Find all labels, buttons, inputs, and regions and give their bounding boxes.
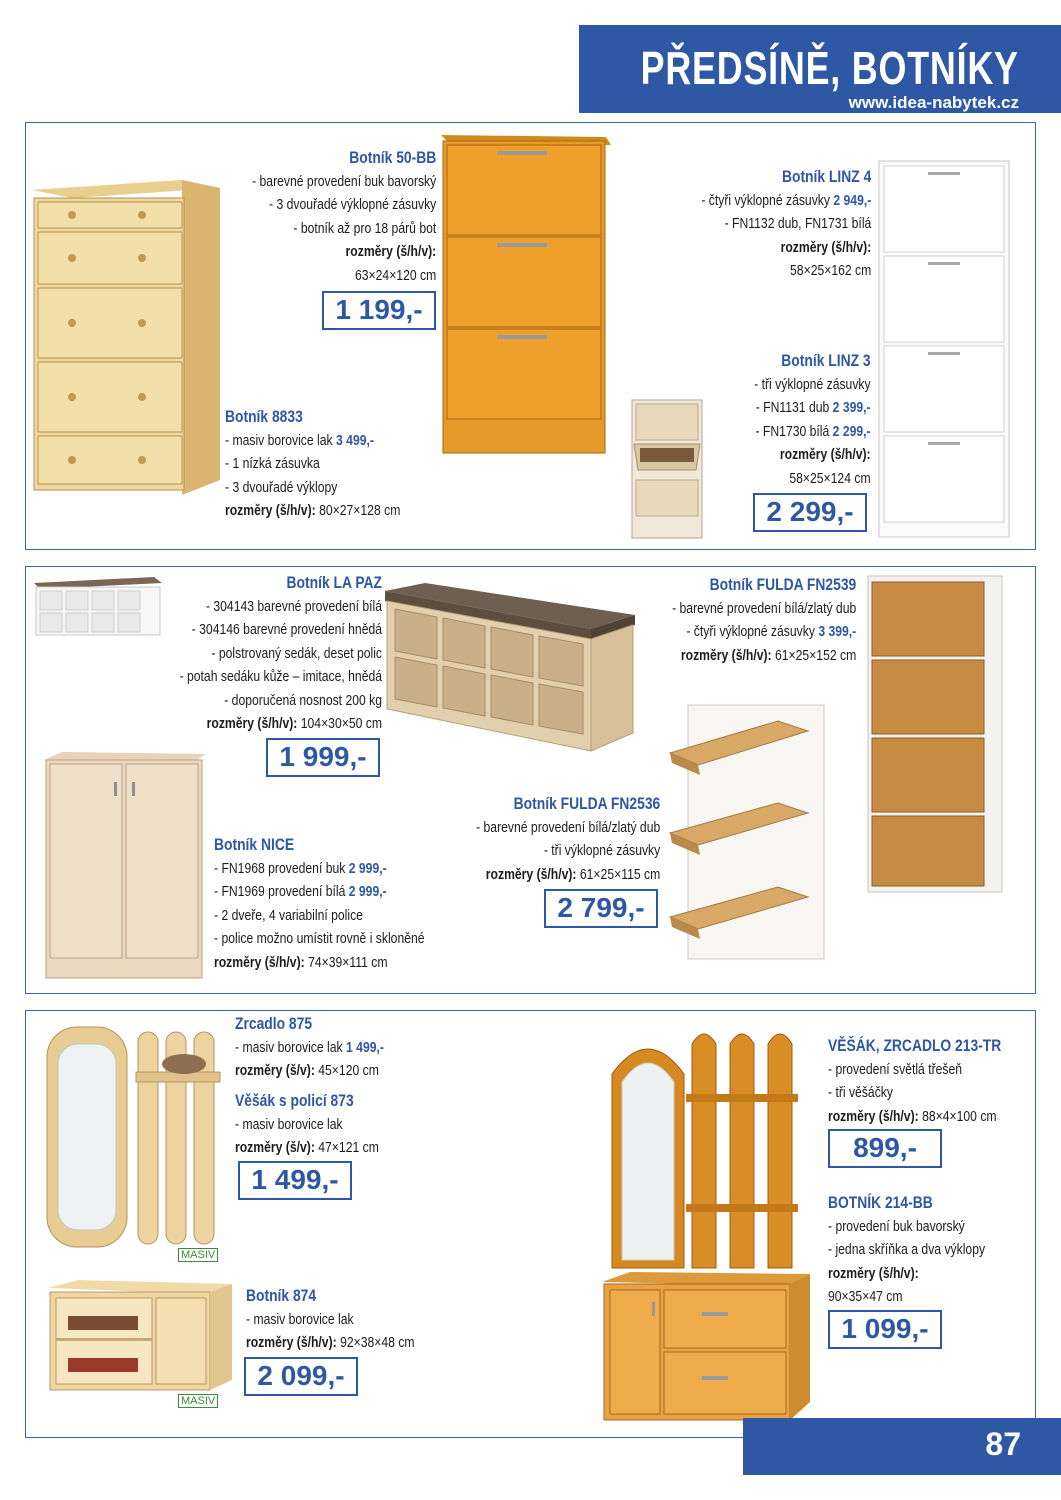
spec-line: - provedení světlá třešeň [828,1061,963,1078]
dimensions-value: 45×120 cm [314,1063,379,1079]
spec-line: - 3 dvouřadé výklopné zásuvky [268,197,436,213]
dimensions-label: rozměry (š/v): [235,1063,315,1079]
masiv-badge: MASIV [178,1248,218,1262]
page-number-box [743,1418,1061,1475]
fulda-fn2536-text [476,793,660,887]
spec-line [235,1037,384,1061]
spec-line: - 304143 barevné provedení bílá [205,598,382,615]
dimensions-label: rozměry (š/h/v): [206,716,298,732]
spec-line: - tři výklopné zásuvky [543,843,660,859]
product-name: Botník 50-BB [348,149,436,167]
linz3-price: 2 299,- [753,493,867,532]
product-name: Botník LA PAZ [286,574,382,592]
inline-price: 2 999,- [348,884,387,900]
spec-line: - 304146 barevné provedení hnědá [191,622,382,638]
spec-text: - masiv borovice lak [225,432,337,449]
dimensions-value: 90×35×47 cm [828,1289,903,1305]
spec-line: - doporučená nosnost 200 kg [224,692,382,709]
product-name: Botník FULDA FN2539 [709,576,856,594]
spec-text: - FN1730 bílá [755,423,834,440]
website-url[interactable]: www.idea-nabytek.cz [848,93,1019,112]
product-name: BOTNÍK 214-BB [828,1194,933,1212]
inline-price: 1 499,- [346,1039,384,1056]
spec-text: - masiv borovice lak [235,1039,347,1056]
dimensions-label: rozměry (š/h/v): [345,244,436,260]
dimensions-label: rozměry (š/h/v): [485,866,577,883]
product-name: Botník 8833 [225,408,303,426]
fulda-fn2536-price: 2 799,- [544,889,658,928]
dimensions-line [828,1106,1001,1130]
botnik-214bb-image [602,1272,810,1422]
inline-price: 2 949,- [833,192,871,209]
lapaz-white-image [34,577,162,637]
linz4-text [701,166,871,284]
botnik-214bb-text [828,1192,985,1310]
product-name: VĚŠÁK, ZRCADLO 213-TR [828,1037,1002,1055]
page-title: PŘEDSÍNĚ, BOTNÍKY [640,42,1019,94]
product-name: Botník NICE [214,836,295,854]
dimensions-label: rozměry (š/v): [235,1140,315,1156]
dimensions-label: rozměry (š/h/v): [780,239,871,256]
botnik-50bb-text [252,147,436,288]
botnik-214bb-price: 1 099,- [828,1310,942,1349]
vesak-213tr-text [828,1035,1001,1129]
dimensions-line [214,952,425,976]
spec-line: - polstrovaný sedák, deset polic [211,645,382,662]
dimensions-line [180,713,382,737]
spec-text: - FN1131 dub [756,400,834,416]
dimensions-line [672,645,856,669]
vesak-873-image [134,1026,222,1248]
dimensions-value: 104×30×50 cm [297,716,382,732]
vesak-213tr-price: 899,- [828,1129,942,1168]
spec-line: - barevné provedení buk bavorský [251,173,436,190]
masiv-badge: MASIV [178,1394,218,1408]
dimensions-value: 80×27×128 cm [315,503,401,519]
botnik-874-price: 2 099,- [244,1357,358,1396]
product-name: Botník LINZ 3 [781,352,871,370]
spec-text: - FN1969 provedení bílá [214,884,349,900]
zrcadlo-875-image [46,1026,128,1248]
dimensions-label: rozměry (š/h/v): [214,954,305,971]
spec-line [214,881,425,905]
botnik-8833-image [32,180,220,498]
page-number: 87 [985,1426,1021,1462]
spec-line: - 2 dveře, 4 variabilní police [214,907,363,924]
product-name: Botník 874 [246,1287,317,1305]
botnik-8833-text [225,406,400,524]
botnik-50bb-price: 1 199,- [322,291,436,330]
spec-line: - provedení buk bavorský [828,1218,965,1235]
vesak-873-text [235,1090,379,1161]
spec-text: - čtyři výklopné zásuvky [701,192,834,209]
inline-price: 3 499,- [336,432,374,449]
spec-line: - police možno umístit rovně i skloněné [214,931,425,947]
spec-text: - čtyři výklopné zásuvky [686,624,819,640]
dimensions-label: rozměry (š/h/v): [246,1335,337,1351]
inline-price: 2 299,- [833,423,871,440]
dimensions-line [246,1332,415,1356]
inline-price: 2 999,- [348,860,387,877]
dimensions-value: 92×38×48 cm [336,1335,415,1351]
dimensions-value: 58×25×124 cm [789,470,871,487]
product-name: Věšák s policí 873 [235,1092,354,1110]
inline-price: 2 399,- [833,400,871,416]
product-name: Zrcadlo 875 [235,1015,313,1033]
botnik-874-image [48,1280,232,1392]
spec-line [755,397,871,421]
dimensions-label: rozměry (š/h/v): [225,503,316,519]
dimensions-value: 47×121 cm [314,1140,379,1156]
botnik-874-text [246,1285,415,1356]
nice-image [44,752,206,980]
lapaz-text [180,572,382,737]
spec-line [672,621,856,645]
spec-line: - potah sedáku kůže – imitace, hnědá [179,669,382,685]
spec-line: - jedna skříňka a dva výklopy [828,1242,986,1258]
linz4-image [878,160,1010,538]
spec-line: - barevné provedení bílá/zlatý dub [475,819,660,836]
spec-line: - FN1132 dub, FN1731 bílá [724,216,871,232]
spec-line [225,430,400,454]
spec-line: - tři výklopné zásuvky [754,376,871,393]
spec-line [701,190,871,214]
inline-price: 3 399,- [818,624,856,640]
dimensions-label: rozměry (š/h/v): [780,447,871,463]
fulda-fn2536-image [668,703,826,961]
dimensions-label: rozměry (š/h/v): [828,1108,919,1125]
nice-text [214,834,425,975]
dimensions-line [225,500,400,524]
linz3-small-image [630,392,704,540]
fulda-fn2539-text [672,574,856,668]
product-name: Botník FULDA FN2536 [513,795,660,813]
dimensions-line [235,1137,379,1161]
spec-text: - FN1968 provedení buk [214,860,349,877]
spec-line [214,858,425,882]
fulda-fn2539-image [866,574,1004,894]
dimensions-value: 63×24×120 cm [354,267,436,284]
dimensions-label: rozměry (š/h/v): [828,1265,919,1282]
spec-line: - 1 nízká zásuvka [225,456,320,472]
spec-line: - botník až pro 18 párů bot [293,220,436,237]
spec-line [755,421,871,445]
lapaz-oak-image [385,583,635,753]
dimensions-value: 61×25×152 cm [771,647,856,664]
zrcadlo-875-text [235,1013,384,1084]
spec-line: - barevné provedení bílá/zlatý dub [671,600,856,617]
spec-line: - masiv borovice lak [246,1311,354,1328]
dimensions-value: 58×25×162 cm [789,263,871,279]
header-banner [579,25,1061,113]
spec-line: - 3 dvouřadé výklopy [225,479,338,496]
dimensions-value: 88×4×100 cm [918,1108,997,1125]
dimensions-line [476,864,660,888]
dimensions-line [235,1060,384,1084]
vesak-873-price: 1 499,- [238,1161,352,1200]
dimensions-value: 74×39×111 cm [304,954,388,971]
lapaz-price: 1 999,- [266,738,380,777]
linz3-text [755,350,871,491]
spec-line: - masiv borovice lak [235,1116,343,1133]
dimensions-value: 61×25×115 cm [576,866,660,883]
spec-line: - tři věšáčky [828,1085,893,1101]
botnik-50bb-image [441,135,611,457]
dimensions-label: rozměry (š/h/v): [680,647,772,664]
product-name: Botník LINZ 4 [781,168,871,186]
vesak-213tr-image [608,1024,806,1270]
